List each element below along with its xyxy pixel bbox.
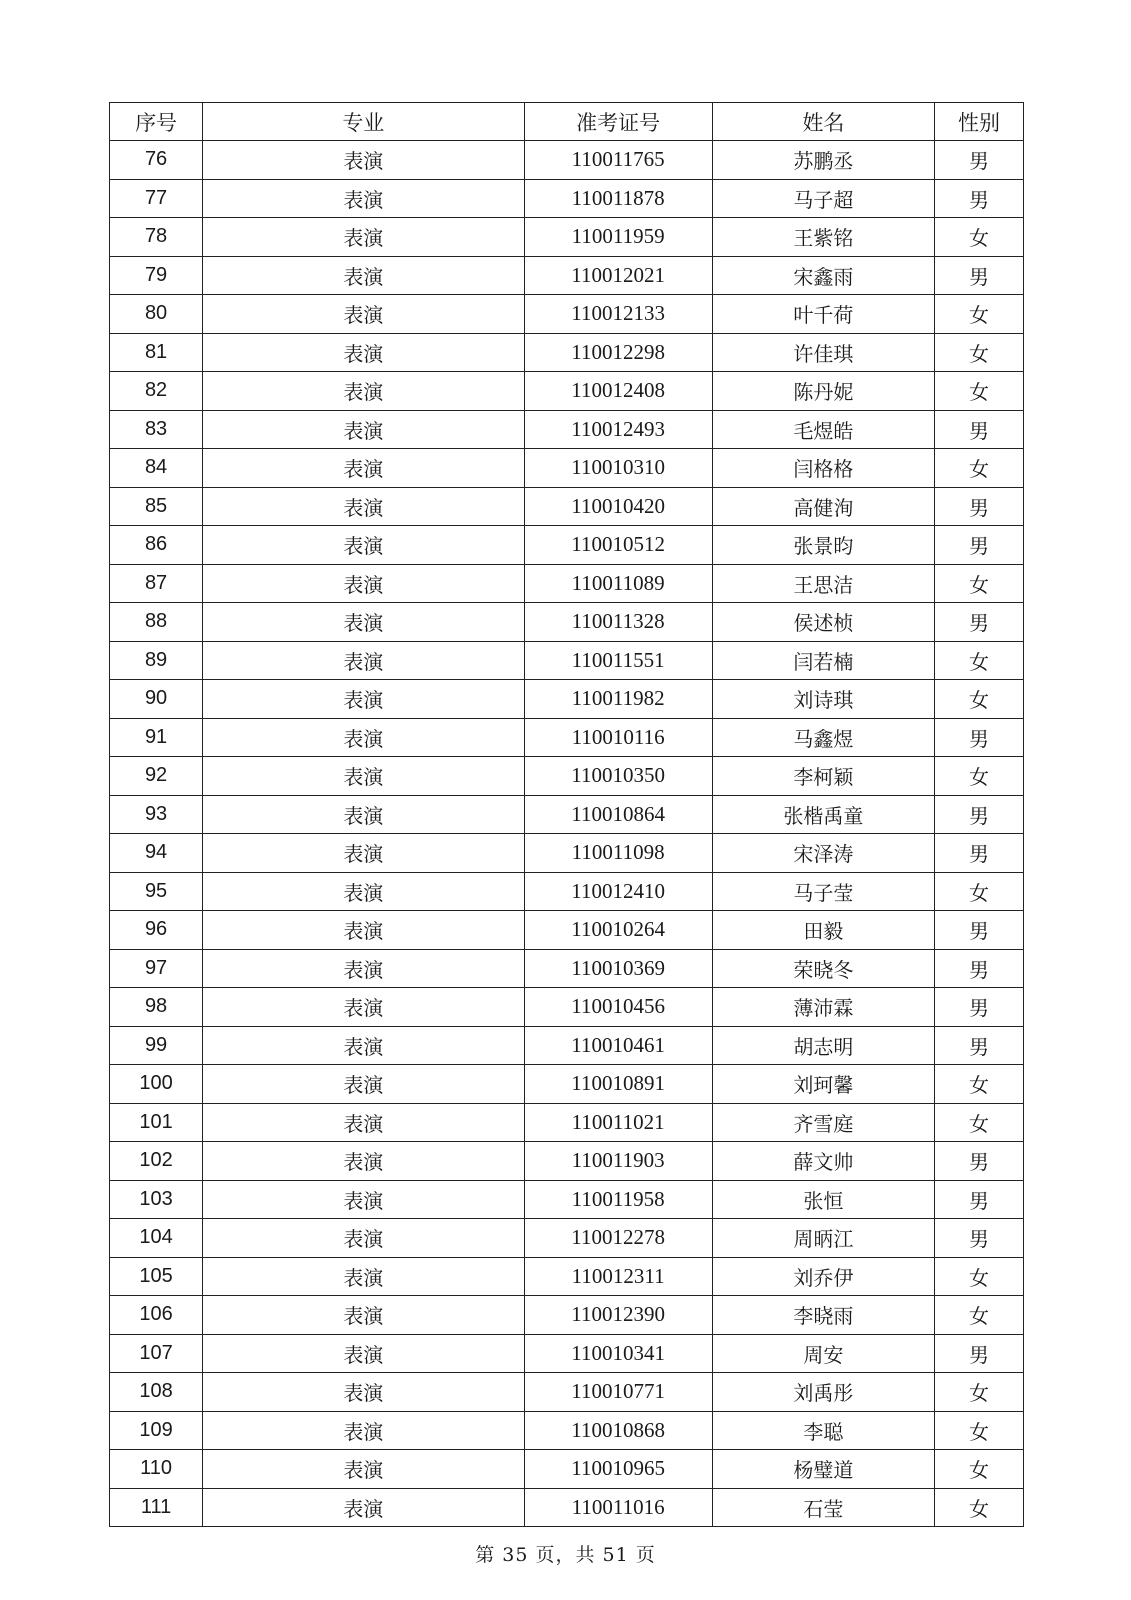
header-name: 姓名 xyxy=(712,103,934,141)
cell-name: 刘诗琪 xyxy=(712,680,934,719)
cell-seq: 107 xyxy=(110,1334,203,1373)
cell-name: 张恒 xyxy=(712,1180,934,1219)
cell-name: 陈丹妮 xyxy=(712,372,934,411)
cell-exam-id: 110010264 xyxy=(524,911,712,950)
table-row xyxy=(110,1103,1024,1142)
cell-gender: 女 xyxy=(934,1373,1023,1412)
cell-seq: 80 xyxy=(110,295,203,334)
cell-seq: 100 xyxy=(110,1065,203,1104)
table-row xyxy=(110,718,1024,757)
table-row xyxy=(110,1373,1024,1412)
cell-exam-id: 110011098 xyxy=(524,834,712,873)
cell-gender: 女 xyxy=(934,1257,1023,1296)
table-row xyxy=(110,603,1024,642)
cell-gender: 女 xyxy=(934,1103,1023,1142)
cell-exam-id: 110010965 xyxy=(524,1450,712,1489)
cell-name: 刘乔伊 xyxy=(712,1257,934,1296)
admission-list-table xyxy=(109,102,1024,1527)
cell-gender: 男 xyxy=(934,988,1023,1027)
cell-major: 表演 xyxy=(203,1296,524,1335)
table-row xyxy=(110,1488,1024,1527)
cell-seq: 111 xyxy=(110,1488,203,1527)
cell-exam-id: 110010350 xyxy=(524,757,712,796)
cell-seq: 97 xyxy=(110,949,203,988)
table-row xyxy=(110,1180,1024,1219)
table-row xyxy=(110,1450,1024,1489)
cell-exam-id: 110011982 xyxy=(524,680,712,719)
cell-gender: 女 xyxy=(934,295,1023,334)
cell-name: 闫若楠 xyxy=(712,641,934,680)
cell-gender: 女 xyxy=(934,872,1023,911)
cell-seq: 106 xyxy=(110,1296,203,1335)
cell-major: 表演 xyxy=(203,872,524,911)
cell-gender: 女 xyxy=(934,1065,1023,1104)
cell-name: 薛文帅 xyxy=(712,1142,934,1181)
table-row xyxy=(110,641,1024,680)
cell-gender: 男 xyxy=(934,1180,1023,1219)
cell-major: 表演 xyxy=(203,218,524,257)
cell-name: 高健洵 xyxy=(712,487,934,526)
cell-exam-id: 110012021 xyxy=(524,256,712,295)
cell-exam-id: 110011878 xyxy=(524,179,712,218)
cell-seq: 96 xyxy=(110,911,203,950)
table-row xyxy=(110,1026,1024,1065)
cell-seq: 104 xyxy=(110,1219,203,1258)
cell-exam-id: 110012408 xyxy=(524,372,712,411)
table-row xyxy=(110,1411,1024,1450)
cell-seq: 98 xyxy=(110,988,203,1027)
cell-seq: 87 xyxy=(110,564,203,603)
table-row xyxy=(110,179,1024,218)
header-row xyxy=(110,103,1024,141)
cell-seq: 77 xyxy=(110,179,203,218)
cell-major: 表演 xyxy=(203,333,524,372)
cell-name: 马鑫煜 xyxy=(712,718,934,757)
cell-gender: 女 xyxy=(934,680,1023,719)
cell-exam-id: 110010868 xyxy=(524,1411,712,1450)
table-row xyxy=(110,141,1024,180)
cell-major: 表演 xyxy=(203,1219,524,1258)
cell-exam-id: 110012390 xyxy=(524,1296,712,1335)
cell-name: 王紫铭 xyxy=(712,218,934,257)
cell-seq: 88 xyxy=(110,603,203,642)
cell-major: 表演 xyxy=(203,1488,524,1527)
cell-seq: 95 xyxy=(110,872,203,911)
cell-seq: 90 xyxy=(110,680,203,719)
cell-major: 表演 xyxy=(203,949,524,988)
cell-gender: 男 xyxy=(934,834,1023,873)
cell-exam-id: 110010771 xyxy=(524,1373,712,1412)
cell-major: 表演 xyxy=(203,564,524,603)
table-row xyxy=(110,410,1024,449)
cell-major: 表演 xyxy=(203,256,524,295)
cell-seq: 92 xyxy=(110,757,203,796)
cell-exam-id: 110010310 xyxy=(524,449,712,488)
cell-major: 表演 xyxy=(203,1411,524,1450)
table-row xyxy=(110,526,1024,565)
cell-major: 表演 xyxy=(203,680,524,719)
cell-name: 荣晓冬 xyxy=(712,949,934,988)
cell-name: 薄沛霖 xyxy=(712,988,934,1027)
cell-name: 马子超 xyxy=(712,179,934,218)
table-row xyxy=(110,256,1024,295)
cell-seq: 102 xyxy=(110,1142,203,1181)
cell-gender: 女 xyxy=(934,218,1023,257)
cell-major: 表演 xyxy=(203,1450,524,1489)
cell-gender: 男 xyxy=(934,718,1023,757)
cell-seq: 78 xyxy=(110,218,203,257)
table-row xyxy=(110,795,1024,834)
cell-major: 表演 xyxy=(203,487,524,526)
cell-gender: 男 xyxy=(934,1334,1023,1373)
cell-seq: 101 xyxy=(110,1103,203,1142)
table-body xyxy=(110,141,1024,1527)
cell-name: 马子莹 xyxy=(712,872,934,911)
table-row xyxy=(110,1065,1024,1104)
cell-name: 周安 xyxy=(712,1334,934,1373)
cell-exam-id: 110011903 xyxy=(524,1142,712,1181)
cell-seq: 110 xyxy=(110,1450,203,1489)
cell-major: 表演 xyxy=(203,526,524,565)
cell-name: 宋鑫雨 xyxy=(712,256,934,295)
cell-name: 石莹 xyxy=(712,1488,934,1527)
cell-name: 齐雪庭 xyxy=(712,1103,934,1142)
cell-exam-id: 110011328 xyxy=(524,603,712,642)
cell-major: 表演 xyxy=(203,757,524,796)
table-row xyxy=(110,218,1024,257)
cell-gender: 女 xyxy=(934,564,1023,603)
table-row xyxy=(110,872,1024,911)
table-row xyxy=(110,449,1024,488)
table-row xyxy=(110,988,1024,1027)
cell-seq: 82 xyxy=(110,372,203,411)
cell-major: 表演 xyxy=(203,1180,524,1219)
cell-gender: 男 xyxy=(934,256,1023,295)
cell-exam-id: 110011021 xyxy=(524,1103,712,1142)
cell-seq: 99 xyxy=(110,1026,203,1065)
cell-exam-id: 110012133 xyxy=(524,295,712,334)
header-major: 专业 xyxy=(203,103,524,141)
cell-major: 表演 xyxy=(203,911,524,950)
cell-exam-id: 110010512 xyxy=(524,526,712,565)
cell-exam-id: 110011959 xyxy=(524,218,712,257)
cell-major: 表演 xyxy=(203,988,524,1027)
cell-exam-id: 110012311 xyxy=(524,1257,712,1296)
cell-exam-id: 110011089 xyxy=(524,564,712,603)
cell-exam-id: 110012410 xyxy=(524,872,712,911)
cell-name: 田毅 xyxy=(712,911,934,950)
cell-seq: 76 xyxy=(110,141,203,180)
table-row xyxy=(110,1296,1024,1335)
cell-name: 苏鹏丞 xyxy=(712,141,934,180)
cell-major: 表演 xyxy=(203,449,524,488)
cell-name: 毛煜皓 xyxy=(712,410,934,449)
cell-exam-id: 110012493 xyxy=(524,410,712,449)
cell-seq: 81 xyxy=(110,333,203,372)
cell-gender: 女 xyxy=(934,1411,1023,1450)
cell-name: 周昞江 xyxy=(712,1219,934,1258)
cell-name: 李柯颖 xyxy=(712,757,934,796)
cell-seq: 86 xyxy=(110,526,203,565)
cell-gender: 男 xyxy=(934,1026,1023,1065)
cell-exam-id: 110010341 xyxy=(524,1334,712,1373)
cell-exam-id: 110011765 xyxy=(524,141,712,180)
cell-exam-id: 110012298 xyxy=(524,333,712,372)
cell-name: 胡志明 xyxy=(712,1026,934,1065)
table-row xyxy=(110,1142,1024,1181)
cell-gender: 男 xyxy=(934,949,1023,988)
cell-major: 表演 xyxy=(203,1334,524,1373)
cell-exam-id: 110010461 xyxy=(524,1026,712,1065)
cell-gender: 女 xyxy=(934,641,1023,680)
cell-seq: 85 xyxy=(110,487,203,526)
table-row xyxy=(110,295,1024,334)
cell-major: 表演 xyxy=(203,834,524,873)
cell-major: 表演 xyxy=(203,295,524,334)
cell-gender: 男 xyxy=(934,603,1023,642)
cell-seq: 103 xyxy=(110,1180,203,1219)
cell-gender: 男 xyxy=(934,1142,1023,1181)
cell-seq: 105 xyxy=(110,1257,203,1296)
cell-major: 表演 xyxy=(203,718,524,757)
cell-major: 表演 xyxy=(203,141,524,180)
cell-gender: 女 xyxy=(934,1296,1023,1335)
cell-major: 表演 xyxy=(203,641,524,680)
table-row xyxy=(110,487,1024,526)
cell-name: 刘禹彤 xyxy=(712,1373,934,1412)
cell-name: 宋泽涛 xyxy=(712,834,934,873)
cell-gender: 男 xyxy=(934,141,1023,180)
table-row xyxy=(110,949,1024,988)
cell-seq: 109 xyxy=(110,1411,203,1450)
cell-exam-id: 110010864 xyxy=(524,795,712,834)
cell-seq: 94 xyxy=(110,834,203,873)
page-number: 第 35 页，共 51 页 xyxy=(475,1544,656,1566)
cell-major: 表演 xyxy=(203,372,524,411)
cell-major: 表演 xyxy=(203,1065,524,1104)
cell-name: 张景昀 xyxy=(712,526,934,565)
table-row xyxy=(110,564,1024,603)
cell-major: 表演 xyxy=(203,603,524,642)
cell-gender: 女 xyxy=(934,449,1023,488)
cell-seq: 91 xyxy=(110,718,203,757)
cell-exam-id: 110010420 xyxy=(524,487,712,526)
cell-gender: 女 xyxy=(934,333,1023,372)
cell-name: 李晓雨 xyxy=(712,1296,934,1335)
cell-major: 表演 xyxy=(203,1257,524,1296)
cell-exam-id: 110010456 xyxy=(524,988,712,1027)
cell-name: 刘珂馨 xyxy=(712,1065,934,1104)
cell-seq: 108 xyxy=(110,1373,203,1412)
cell-name: 李聪 xyxy=(712,1411,934,1450)
cell-gender: 女 xyxy=(934,1488,1023,1527)
cell-seq: 84 xyxy=(110,449,203,488)
cell-seq: 89 xyxy=(110,641,203,680)
table-row xyxy=(110,911,1024,950)
cell-major: 表演 xyxy=(203,1142,524,1181)
cell-exam-id: 110011958 xyxy=(524,1180,712,1219)
table-row xyxy=(110,757,1024,796)
cell-name: 杨璧道 xyxy=(712,1450,934,1489)
cell-seq: 79 xyxy=(110,256,203,295)
cell-major: 表演 xyxy=(203,795,524,834)
cell-major: 表演 xyxy=(203,179,524,218)
cell-name: 许佳琪 xyxy=(712,333,934,372)
cell-seq: 83 xyxy=(110,410,203,449)
cell-gender: 男 xyxy=(934,911,1023,950)
cell-major: 表演 xyxy=(203,1103,524,1142)
cell-gender: 女 xyxy=(934,372,1023,411)
cell-gender: 男 xyxy=(934,410,1023,449)
cell-name: 叶千荷 xyxy=(712,295,934,334)
table-row xyxy=(110,333,1024,372)
table-row xyxy=(110,680,1024,719)
cell-exam-id: 110010116 xyxy=(524,718,712,757)
cell-gender: 男 xyxy=(934,526,1023,565)
cell-gender: 男 xyxy=(934,179,1023,218)
cell-gender: 男 xyxy=(934,795,1023,834)
cell-name: 张楷禹童 xyxy=(712,795,934,834)
cell-exam-id: 110010891 xyxy=(524,1065,712,1104)
header-exam-id: 准考证号 xyxy=(524,103,712,141)
cell-gender: 女 xyxy=(934,757,1023,796)
cell-exam-id: 110010369 xyxy=(524,949,712,988)
cell-name: 闫格格 xyxy=(712,449,934,488)
cell-exam-id: 110011016 xyxy=(524,1488,712,1527)
cell-major: 表演 xyxy=(203,1373,524,1412)
cell-exam-id: 110012278 xyxy=(524,1219,712,1258)
header-seq: 序号 xyxy=(110,103,203,141)
cell-exam-id: 110011551 xyxy=(524,641,712,680)
cell-gender: 男 xyxy=(934,487,1023,526)
table-row xyxy=(110,1334,1024,1373)
cell-name: 侯述桢 xyxy=(712,603,934,642)
cell-gender: 女 xyxy=(934,1450,1023,1489)
table-row xyxy=(110,1257,1024,1296)
table-row xyxy=(110,1219,1024,1258)
table-row xyxy=(110,834,1024,873)
cell-gender: 男 xyxy=(934,1219,1023,1258)
cell-major: 表演 xyxy=(203,410,524,449)
header-gender: 性别 xyxy=(934,103,1023,141)
cell-major: 表演 xyxy=(203,1026,524,1065)
cell-seq: 93 xyxy=(110,795,203,834)
table-row xyxy=(110,372,1024,411)
cell-name: 王思洁 xyxy=(712,564,934,603)
table-header xyxy=(110,103,1024,141)
